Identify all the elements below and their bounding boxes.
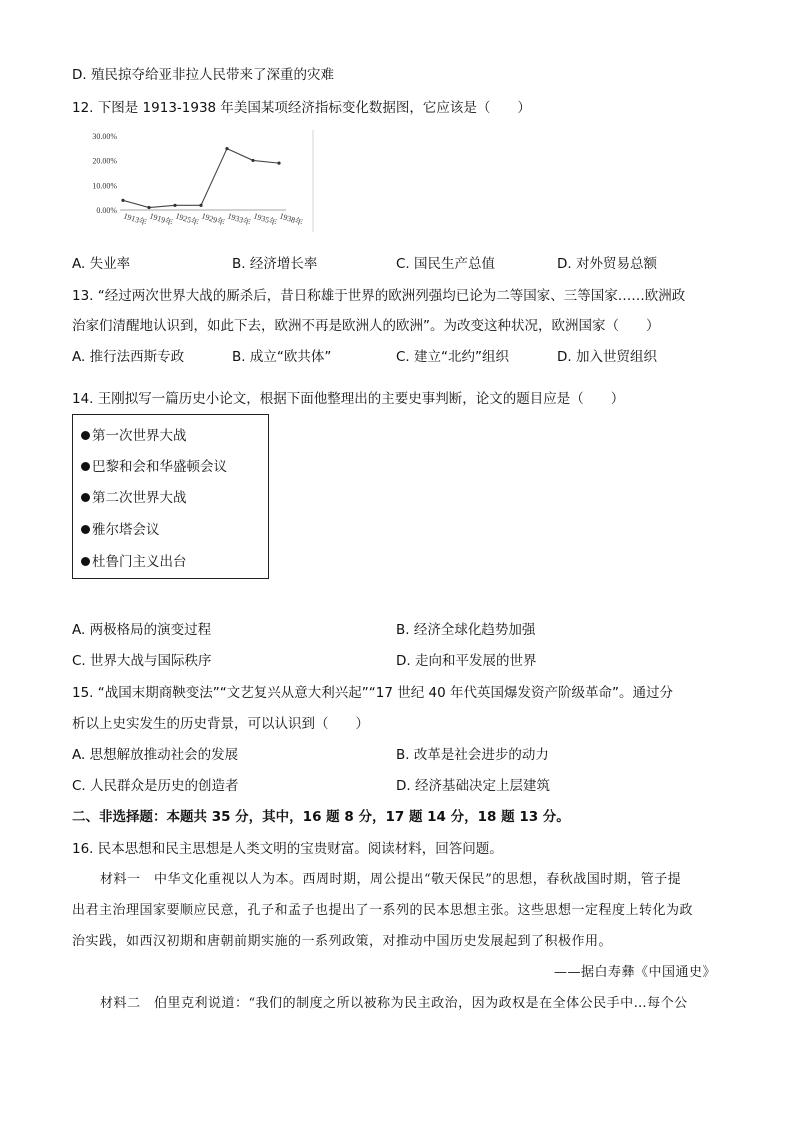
section-heading: 二、非选择题：本题共 35 分，其中，16 题 8 分，17 题 14 分，18 题 13 分。	[72, 809, 570, 825]
x-tick-label: 1929年	[200, 211, 226, 228]
q16-material1-line1: 材料一 中华文化重视以人为本。西周时期，周公提出“敬天保民”的思想，春秋战国时期，管子提	[100, 872, 682, 887]
q15-option-b: B. 改革是社会进步的动力	[396, 747, 549, 763]
x-tick-label: 1913年	[122, 211, 148, 228]
bullet-icon	[81, 557, 90, 566]
q14-event-item: 第一次世界大战	[81, 427, 187, 445]
q16-material1-line3: 治实践，如西汉初期和唐朝前期实施的一系列政策，对推动中国历史发展起到了积极作用。	[72, 934, 613, 949]
y-tick-label: 0.00%	[96, 206, 117, 215]
data-point	[121, 199, 124, 202]
data-point	[199, 204, 202, 207]
q14-event-item: 巴黎和会和华盛顿会议	[81, 458, 227, 476]
x-tick-label: 1933年	[226, 211, 252, 228]
q14-option-a: A. 两极格局的演变过程	[72, 622, 212, 638]
y-tick-label: 10.00%	[92, 181, 117, 191]
q14-event-item: 雅尔塔会议	[81, 521, 160, 539]
q14-option-d: D. 走向和平发展的世界	[396, 653, 537, 669]
x-tick-label: 1919年	[148, 211, 174, 228]
q12-option-d: D. 对外贸易总额	[557, 256, 657, 272]
data-point	[225, 147, 228, 150]
q14-event-item: 第二次世界大战	[81, 489, 187, 507]
q14-events-box	[72, 414, 269, 579]
x-tick-label: 1938年	[278, 211, 304, 228]
q13-option-a: A. 推行法西斯专政	[72, 349, 185, 365]
bullet-icon	[81, 431, 90, 440]
bullet-icon	[81, 462, 90, 471]
q15-option-d: D. 经济基础决定上层建筑	[396, 778, 550, 794]
q16-source1: ——据白寿彝《中国通史》	[553, 965, 716, 980]
q12-line-chart	[80, 126, 320, 238]
q12-option-c: C. 国民生产总值	[396, 256, 496, 272]
q13-option-d: D. 加入世贸组织	[557, 349, 657, 365]
bullet-icon	[81, 525, 90, 534]
q15-stem-line2: 析以上史实发生的历史背景，可以认识到（ ）	[72, 716, 369, 732]
q13-stem-line1: 13. “经过两次世界大战的厮杀后，昔日称雄于世界的欧洲列强均已论为二等国家、三等国家……欧洲政	[72, 288, 686, 304]
x-tick-label: 1925年	[174, 211, 200, 228]
q13-option-b: B. 成立“欧共体”	[232, 349, 332, 365]
q13-option-c: C. 建立“北约”组织	[396, 349, 509, 365]
bullet-icon	[81, 493, 90, 502]
q14-stem: 14. 王刚拟写一篇历史小论文，根据下面他整理出的主要史事判断，论文的题目应是（ ）	[72, 391, 625, 407]
q15-stem-line1: 15. “战国末期商鞅变法”“文艺复兴从意大利兴起”“17 世纪 40 年代英国爆发资产阶级革命”。通过分	[72, 685, 673, 701]
data-point	[251, 159, 254, 162]
chart-y-ticks	[92, 132, 117, 215]
chart-series	[121, 147, 280, 209]
y-tick-label: 20.00%	[92, 156, 117, 166]
y-tick-label: 30.00%	[92, 132, 117, 141]
q12-stem: 12. 下图是 1913-1938 年美国某项经济指标变化数据图，它应该是（ ）	[72, 100, 531, 116]
data-point	[277, 162, 280, 165]
q15-option-a: A. 思想解放推动社会的发展	[72, 747, 239, 763]
x-tick-label: 1935年	[252, 211, 278, 228]
q15-option-c: C. 人民群众是历史的创造者	[72, 778, 239, 794]
q14-event-item: 杜鲁门主义出台	[81, 553, 187, 571]
series-line	[123, 149, 279, 208]
q16-material1-line2: 出君主治理国家要顺应民意，孔子和孟子也提出了一系列的民本思想主张。这些思想一定程度上转化为政	[72, 903, 694, 918]
chart-x-ticks	[122, 210, 304, 227]
q14-option-c: C. 世界大战与国际秩序	[72, 653, 212, 669]
q16-material2-line1: 材料二 伯里克利说道：“我们的制度之所以被称为民主政治，因为政权是在全体公民手中…每个公	[100, 996, 688, 1011]
q14-option-b: B. 经济全球化趋势加强	[396, 622, 536, 638]
data-point	[147, 206, 150, 209]
q13-stem-line2: 治家们清醒地认识到，如此下去，欧洲不再是欧洲人的欧洲”。为改变这种状况，欧洲国家（ ）	[72, 318, 660, 334]
q12-option-a: A. 失业率	[72, 256, 131, 272]
q16-stem: 16. 民本思想和民主思想是人类文明的宝贵财富。阅读材料，回答问题。	[72, 841, 503, 857]
data-point	[173, 204, 176, 207]
q11-option-d: D. 殖民掠夺给亚非拉人民带来了深重的灾难	[72, 67, 334, 83]
q12-option-b: B. 经济增长率	[232, 256, 318, 272]
